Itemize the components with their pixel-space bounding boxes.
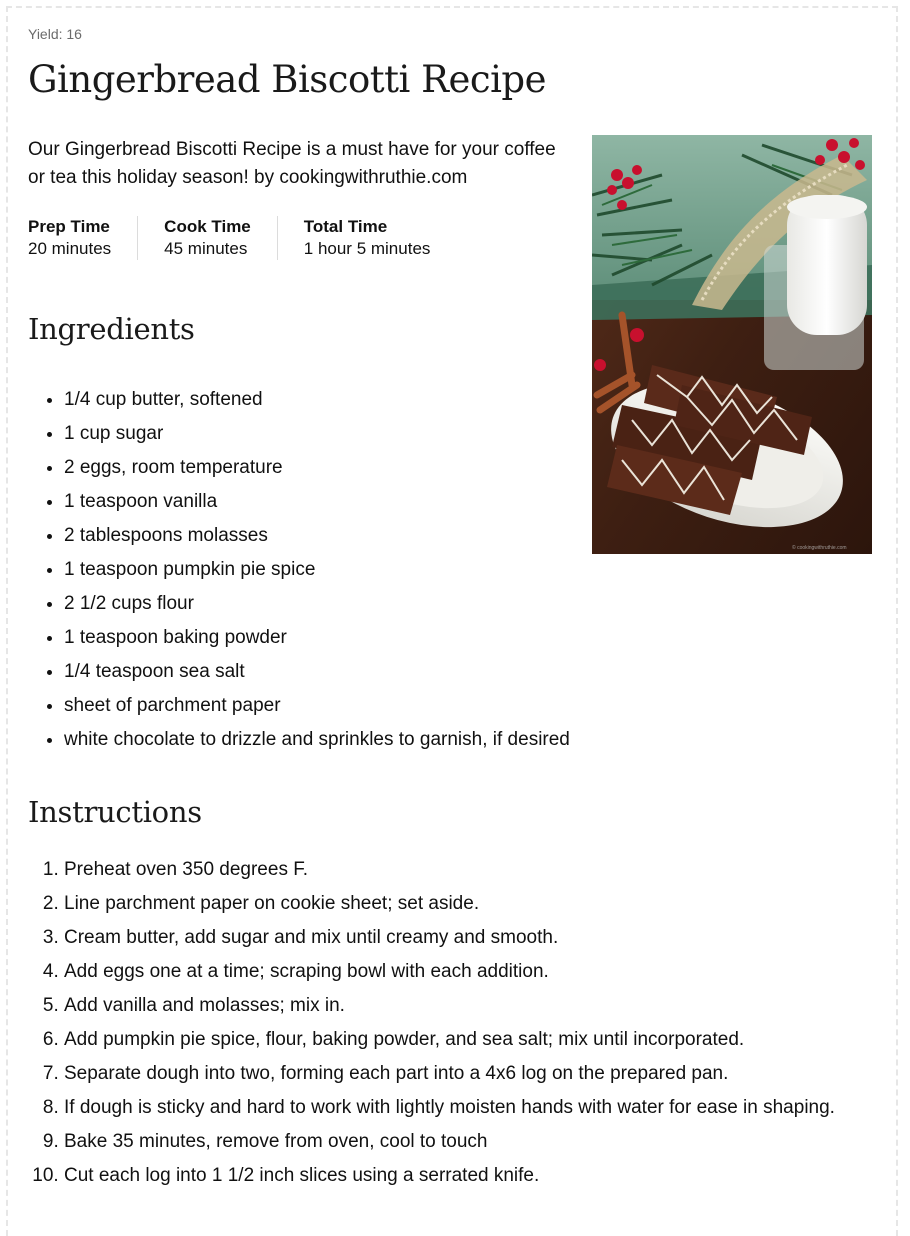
instruction-step: 1. Preheat oven 350 degrees F. xyxy=(64,855,910,889)
ingredient-item: • 1 teaspoon baking powder xyxy=(64,623,664,657)
instruction-step: 4. Add eggs one at a time; scraping bowl with each addition. xyxy=(64,957,910,991)
ingredients-heading: Ingredients xyxy=(28,312,195,346)
recipe-times xyxy=(28,216,430,260)
ingredient-item: • sheet of parchment paper xyxy=(64,691,664,725)
cook-time-label: Cook Time xyxy=(164,217,251,236)
prep-time-value: 20 minutes xyxy=(28,239,112,258)
prep-time xyxy=(28,216,138,260)
instructions-heading: Instructions xyxy=(28,795,202,829)
recipe-title: Gingerbread Biscotti Recipe xyxy=(28,58,546,101)
ingredient-item: • white chocolate to drizzle and sprinkles to garnish, if desired xyxy=(64,725,664,759)
ingredient-item: • 1 teaspoon vanilla xyxy=(64,487,664,521)
total-time-value: 1 hour 5 minutes xyxy=(303,239,431,258)
ingredient-item: • 1 cup sugar xyxy=(64,419,664,453)
instruction-step: 3. Cream butter, add sugar and mix until creamy and smooth. xyxy=(64,923,910,957)
ingredients-list xyxy=(28,385,664,759)
ingredient-item: • 1 teaspoon pumpkin pie spice xyxy=(64,555,664,589)
cook-time xyxy=(164,216,278,260)
total-time-label: Total Time xyxy=(303,217,388,236)
total-time xyxy=(304,216,431,260)
ingredient-item: • 2 1/2 cups flour xyxy=(64,589,664,623)
instruction-step: 5. Add vanilla and molasses; mix in. xyxy=(64,991,910,1025)
recipe-summary: Our Gingerbread Biscotti Recipe is a must have for your coffee or tea this holiday season! by cookingwithruthie.com xyxy=(28,139,556,188)
instruction-step: 10. Cut each log into 1 1/2 inch slices using a serrated knife. xyxy=(64,1161,910,1195)
cook-time-value: 45 minutes xyxy=(164,239,248,258)
instruction-step: 7. Separate dough into two, forming each part into a 4x6 log on the prepared pan. xyxy=(64,1059,910,1093)
prep-time-label: Prep Time xyxy=(28,217,110,236)
instruction-step: 6. Add pumpkin pie spice, flour, baking powder, and sea salt; mix until incorporated. xyxy=(64,1025,910,1059)
recipe-yield: Yield: 16 xyxy=(28,26,82,42)
ingredient-item: • 1/4 cup butter, softened xyxy=(64,385,664,419)
instruction-step: 9. Bake 35 minutes, remove from oven, cool to touch xyxy=(64,1127,910,1161)
ingredient-item: • 2 tablespoons molasses xyxy=(64,521,664,555)
ingredient-item: • 1/4 teaspoon sea salt xyxy=(64,657,664,691)
photo-watermark: © cookingwithruthie.com xyxy=(792,545,847,551)
instruction-step: 2. Line parchment paper on cookie sheet; set aside. xyxy=(64,889,910,923)
instruction-step: 8. If dough is sticky and hard to work with lightly moisten hands with water for ease in shaping. xyxy=(64,1093,910,1127)
instructions-list xyxy=(28,855,910,1195)
ingredient-item: • 2 eggs, room temperature xyxy=(64,453,664,487)
